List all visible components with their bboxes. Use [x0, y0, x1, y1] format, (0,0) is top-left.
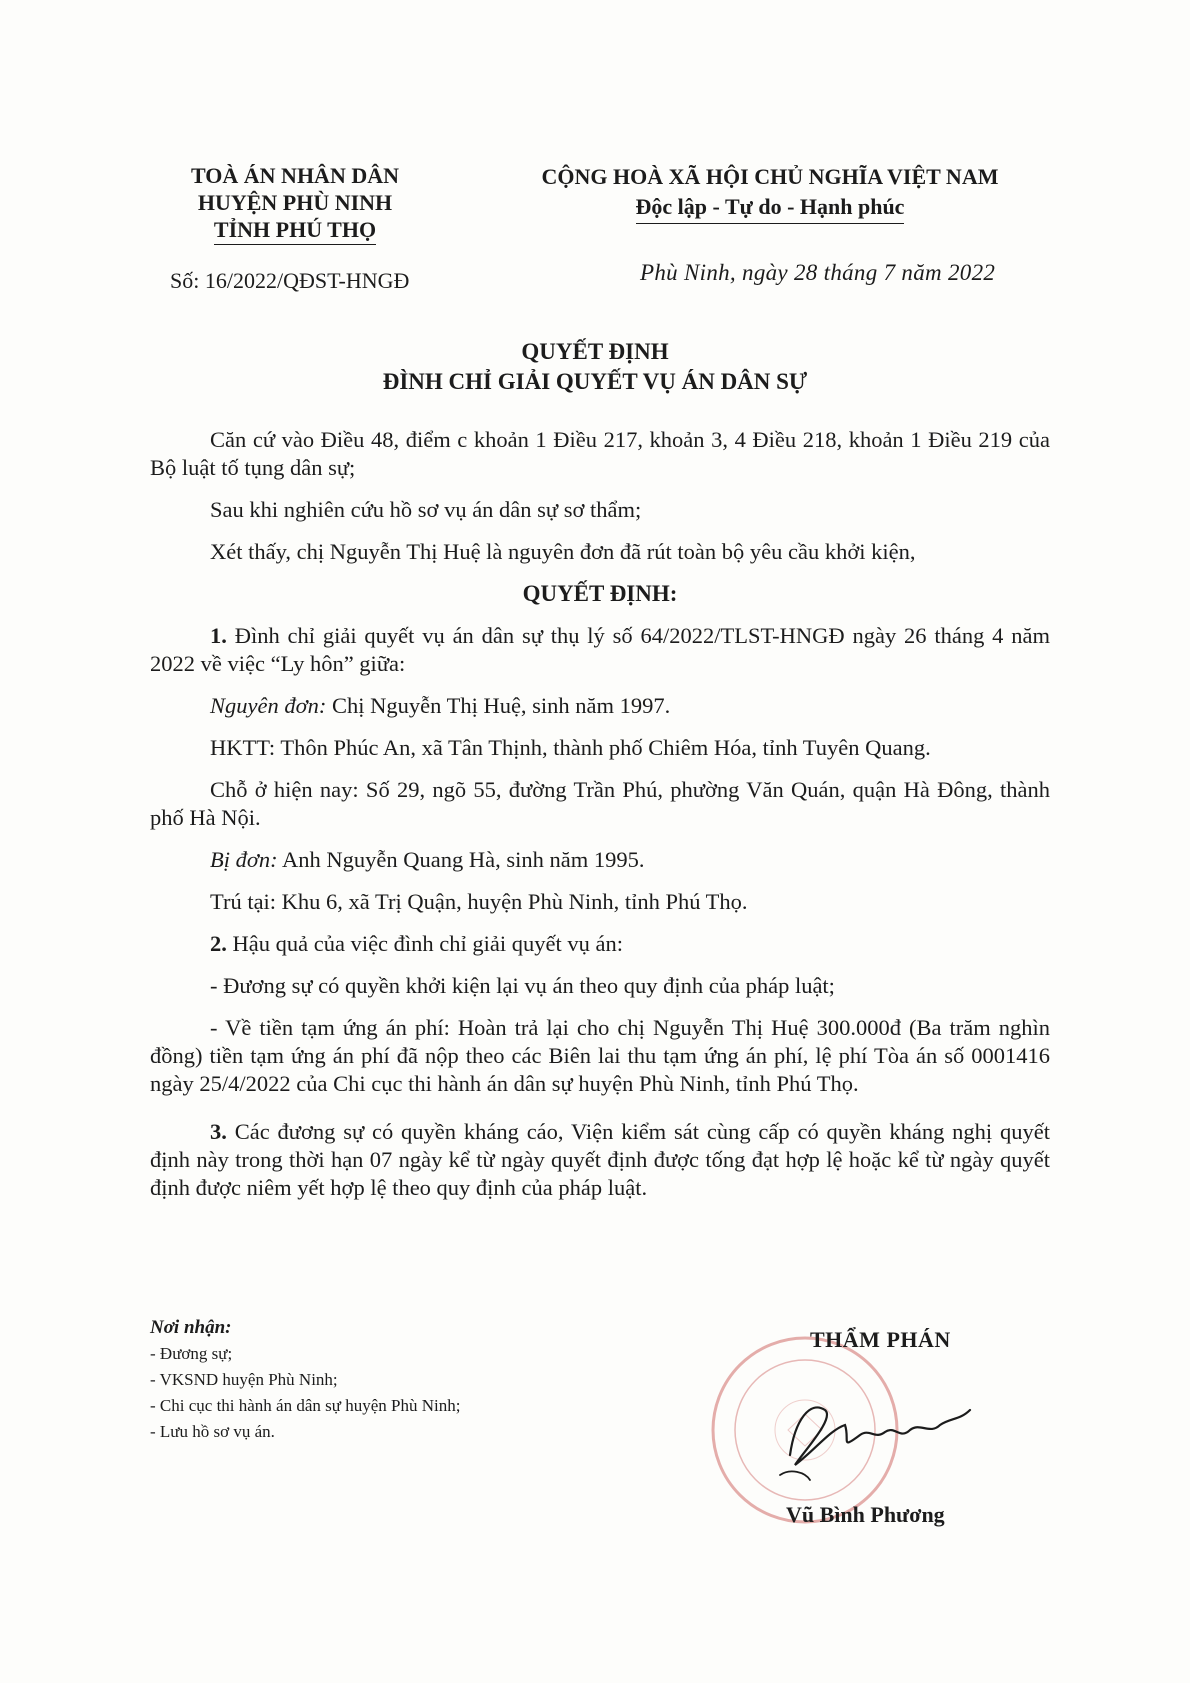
item3-text [150, 1118, 1050, 1202]
defendant-info: Anh Nguyễn Quang Hà, sinh năm 1995. [277, 847, 645, 872]
judge-title: THẨM PHÁN [810, 1327, 951, 1352]
item2-bullet2: - Về tiền tạm ứng án phí: Hoàn trả lại cho chị Nguyễn Thị Huệ 300.000đ (Ba trăm nghìn đồng) tiền tạm ứng án phí đã nộp theo các Biên lai thu tạm ứng án phí, lệ phí Tòa án số 0001416 ngày 25/4/2022 của Chi cục thi hành án dân sự huyện Phù Ninh, tỉnh Phú Thọ. [150, 1015, 1050, 1096]
plaintiff-hktt: HKTT: Thôn Phúc An, xã Tân Thịnh, thành phố Chiêm Hóa, tỉnh Tuyên Quang. [210, 735, 931, 760]
item2-text [150, 930, 1050, 958]
court-header [150, 162, 440, 245]
item2-number: 2. [210, 931, 227, 956]
document-body [150, 426, 1050, 1216]
judge-signature [770, 1380, 1000, 1490]
defendant-line [150, 846, 1050, 874]
item2-body: Hậu quả của việc đình chỉ giải quyết vụ án: [226, 931, 623, 956]
item3-number: 3. [210, 1119, 227, 1144]
decision-heading: QUYẾT ĐỊNH: [522, 581, 678, 606]
plaintiff-residence: Chỗ ở hiện nay: Số 29, ngõ 55, đường Trần Phú, phường Văn Quán, quận Hà Đông, thành phố Hà Nội. [150, 777, 1050, 830]
national-motto: Độc lập - Tự do - Hạnh phúc [636, 192, 905, 224]
country-name: CỘNG HOÀ XÃ HỘI CHỦ NGHĨA VIỆT NAM [541, 164, 999, 189]
item1-number: 1. [210, 623, 227, 648]
court-name-line1: TOÀ ÁN NHÂN DÂN [191, 163, 399, 188]
document-date: Phù Ninh, ngày 28 tháng 7 năm 2022 [640, 260, 996, 285]
recipients-block [150, 1315, 460, 1445]
recipient-item: - Chi cục thi hành án dân sự huyện Phù Ninh; [150, 1396, 461, 1415]
national-header [500, 162, 1040, 224]
judge-name: Vũ Bình Phương [786, 1502, 945, 1527]
recipient-item: - Lưu hồ sơ vụ án. [150, 1422, 275, 1441]
recipient-item: - Đương sự; [150, 1344, 233, 1363]
court-name-line2: HUYỆN PHÙ NINH [197, 190, 393, 215]
plaintiff-label: Nguyên đơn: [210, 693, 327, 718]
recipient-item: - VKSND huyện Phù Ninh; [150, 1370, 338, 1389]
preamble-legal-basis: Căn cứ vào Điều 48, điểm c khoản 1 Điều 217, khoản 3, 4 Điều 218, khoản 1 Điều 219 của Bộ luật tố tụng dân sự; [150, 427, 1050, 480]
item1-body: Đình chỉ giải quyết vụ án dân sự thụ lý số 64/2022/TLST-HNGĐ ngày 26 tháng 4 năm 2022 về việc “Ly hôn” giữa: [150, 623, 1050, 676]
court-name-line3: TỈNH PHÚ THỌ [214, 216, 376, 245]
title-line1: QUYẾT ĐỊNH [521, 339, 669, 364]
plaintiff-line [150, 692, 1050, 720]
title-line2: ĐÌNH CHỈ GIẢI QUYẾT VỤ ÁN DÂN SỰ [382, 369, 808, 394]
item1-text [150, 622, 1050, 678]
item3-body: Các đương sự có quyền kháng cáo, Viện kiểm sát cùng cấp có quyền kháng nghị quyết định này trong thời hạn 07 ngày kể từ ngày quyết định được tống đạt hợp lệ hoặc kể từ ngày quyết định được niêm yết hợp lệ theo quy định của pháp luật. [150, 1119, 1050, 1200]
plaintiff-info: Chị Nguyễn Thị Huệ, sinh năm 1997. [326, 693, 671, 718]
defendant-label: Bị đơn: [210, 847, 278, 872]
item2-bullet1: - Đương sự có quyền khởi kiện lại vụ án theo quy định của pháp luật; [210, 973, 835, 998]
defendant-address: Trú tại: Khu 6, xã Trị Quận, huyện Phù Ninh, tỉnh Phú Thọ. [210, 889, 748, 914]
preamble-review: Sau khi nghiên cứu hồ sơ vụ án dân sự sơ thẩm; [210, 497, 642, 522]
document-number: Số: 16/2022/QĐST-HNGĐ [170, 268, 410, 293]
document-title [0, 337, 1190, 397]
recipients-heading: Nơi nhận: [150, 1317, 232, 1338]
preamble-finding: Xét thấy, chị Nguyễn Thị Huệ là nguyên đơn đã rút toàn bộ yêu cầu khởi kiện, [210, 539, 916, 564]
